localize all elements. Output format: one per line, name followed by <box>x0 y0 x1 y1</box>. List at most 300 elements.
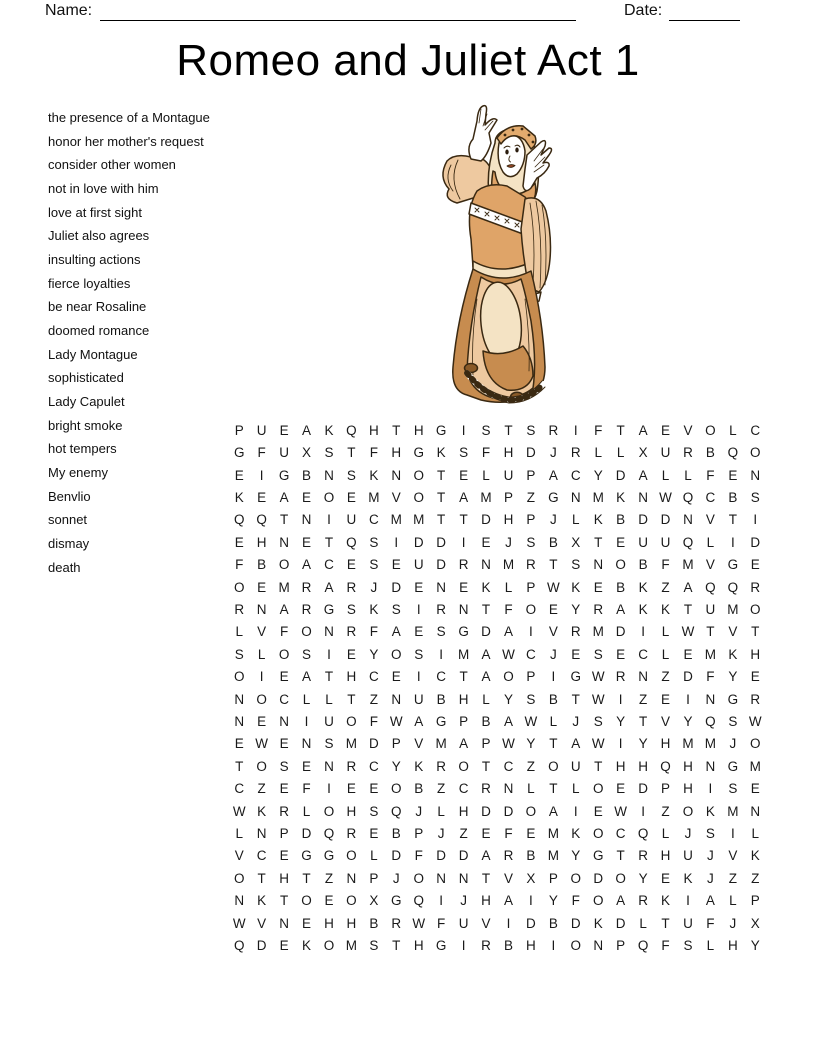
grid-letter: F <box>571 893 580 909</box>
grid-letter: R <box>458 557 469 573</box>
grid-letter: I <box>618 691 623 707</box>
grid-letter: B <box>302 467 312 483</box>
grid-letter: Y <box>638 870 648 886</box>
grid-letter: R <box>481 781 491 797</box>
grid-letter: E <box>481 826 491 842</box>
grid-letter: A <box>459 736 469 752</box>
grid-letter: Z <box>324 870 334 886</box>
grid-letter: P <box>503 489 513 505</box>
grid-letter: C <box>368 758 379 774</box>
word-list-item: hot tempers <box>48 441 117 457</box>
grid-letter: I <box>394 534 399 550</box>
grid-letter: E <box>279 669 289 685</box>
grid-letter: C <box>458 781 469 797</box>
grid-letter: S <box>369 557 379 573</box>
grid-letter: B <box>705 445 715 461</box>
grid-letter: E <box>414 579 424 595</box>
grid-letter: V <box>728 624 738 640</box>
grid-letter: O <box>278 557 290 573</box>
grid-letter: C <box>256 848 267 864</box>
word-list-item: dismay <box>48 536 90 552</box>
grid-letter: T <box>279 893 289 909</box>
grid-letter: I <box>686 893 690 909</box>
grid-letter: P <box>234 422 244 438</box>
grid-letter: N <box>436 579 447 595</box>
grid-letter: V <box>257 915 267 931</box>
grid-letter: E <box>302 489 312 505</box>
grid-letter: N <box>705 691 716 707</box>
word-list-item: doomed romance <box>48 323 150 339</box>
grid-letter: Y <box>571 601 581 617</box>
grid-letter: K <box>705 803 715 819</box>
grid-letter: S <box>346 601 356 617</box>
grid-letter: Q <box>346 534 357 550</box>
grid-letter: I <box>259 669 264 685</box>
grid-letter: Z <box>437 781 446 797</box>
grid-letter: E <box>302 915 312 931</box>
grid-letter: G <box>233 445 245 461</box>
grid-letter: K <box>593 512 603 528</box>
grid-letter: H <box>458 803 469 819</box>
grid-letter: R <box>301 579 312 595</box>
grid-letter: Q <box>705 713 716 729</box>
grid-letter: G <box>592 848 604 864</box>
grid-letter: A <box>548 467 558 483</box>
grid-letter: R <box>279 803 289 819</box>
grid-letter: H <box>660 736 671 752</box>
grid-letter: N <box>683 512 693 528</box>
grid-letter: H <box>727 938 738 954</box>
grid-letter: L <box>504 579 513 595</box>
grid-letter: Y <box>391 758 401 774</box>
grid-letter: C <box>750 422 761 438</box>
grid-letter: D <box>481 512 491 528</box>
grid-letter: T <box>616 848 625 864</box>
grid-letter: Q <box>256 512 267 528</box>
grid-letter: S <box>346 467 356 483</box>
grid-letter: O <box>346 848 357 864</box>
grid-letter: N <box>593 938 604 954</box>
grid-letter: O <box>548 758 559 774</box>
grid-letter: L <box>527 781 535 797</box>
grid-letter: W <box>659 489 672 505</box>
grid-letter: D <box>481 803 491 819</box>
grid-letter: V <box>503 870 513 886</box>
grid-letter: M <box>704 736 717 752</box>
grid-letter: S <box>324 445 334 461</box>
grid-letter: F <box>481 445 491 461</box>
grid-letter: O <box>346 713 357 729</box>
grid-letter: V <box>391 489 401 505</box>
grid-letter: D <box>660 512 671 528</box>
grid-letter: P <box>750 893 760 909</box>
grid-letter: B <box>548 534 558 550</box>
grid-letter: A <box>324 579 334 595</box>
grid-letter: N <box>638 489 648 505</box>
grid-letter: N <box>301 512 312 528</box>
word-list-item: Benvlio <box>48 488 91 504</box>
grid-letter: D <box>570 915 581 931</box>
grid-letter: E <box>391 557 401 573</box>
juliet-illustration <box>437 99 564 405</box>
grid-letter: R <box>503 848 514 864</box>
grid-letter: H <box>615 758 626 774</box>
grid-letter: P <box>459 713 469 729</box>
grid-letter: T <box>594 534 603 550</box>
grid-letter: E <box>459 579 469 595</box>
grid-letter: T <box>706 624 715 640</box>
grid-letter: I <box>641 803 645 819</box>
grid-letter: V <box>705 557 715 573</box>
grid-letter: S <box>391 601 401 617</box>
grid-letter: I <box>461 422 466 438</box>
grid-letter: N <box>458 870 469 886</box>
word-list-item: the presence of a Montague <box>48 110 210 125</box>
grid-letter: Y <box>638 736 648 752</box>
grid-letter: A <box>302 557 312 573</box>
grid-letter: F <box>706 669 715 685</box>
grid-letter: B <box>548 691 558 707</box>
grid-letter: C <box>368 669 379 685</box>
grid-letter: L <box>661 646 670 662</box>
word-list-item: be near Rosaline <box>48 299 147 315</box>
grid-letter: O <box>323 489 335 505</box>
grid-letter: E <box>750 781 760 797</box>
grid-letter: A <box>414 713 424 729</box>
grid-letter: O <box>233 669 245 685</box>
grid-letter: N <box>391 691 402 707</box>
grid-letter: A <box>279 601 289 617</box>
grid-letter: T <box>481 601 491 617</box>
grid-letter: F <box>661 557 670 573</box>
grid-letter: M <box>345 736 358 752</box>
grid-letter: X <box>571 534 581 550</box>
grid-letter: O <box>682 803 694 819</box>
grid-letter: T <box>324 534 334 550</box>
grid-letter: X <box>638 445 648 461</box>
grid-letter: C <box>279 691 289 707</box>
grid-letter: E <box>391 669 401 685</box>
grid-letter: R <box>750 691 761 707</box>
date-input-line[interactable] <box>669 3 740 21</box>
grid-letter: O <box>323 803 335 819</box>
grid-letter: K <box>257 803 267 819</box>
grid-letter: G <box>301 848 312 864</box>
grid-letter: S <box>279 758 289 774</box>
grid-letter: B <box>414 781 424 797</box>
grid-letter: O <box>503 669 514 685</box>
grid-letter: W <box>591 691 605 707</box>
grid-letter: I <box>461 938 466 954</box>
grid-letter: S <box>369 534 379 550</box>
grid-letter: T <box>594 758 603 774</box>
grid-letter: I <box>551 669 556 685</box>
grid-letter: O <box>233 579 245 595</box>
grid-letter: P <box>526 669 536 685</box>
grid-letter: F <box>437 915 446 931</box>
grid-letter: Y <box>593 467 603 483</box>
grid-letter: I <box>573 422 578 438</box>
grid-letter: N <box>570 489 581 505</box>
grid-letter: W <box>412 915 426 931</box>
grid-letter: G <box>727 758 739 774</box>
grid-letter: G <box>323 601 335 617</box>
grid-letter: Z <box>751 870 760 886</box>
grid-letter: X <box>750 915 760 931</box>
word-list-item: death <box>48 559 81 575</box>
grid-letter: F <box>661 938 670 954</box>
grid-letter: R <box>683 445 693 461</box>
grid-letter: K <box>661 893 671 909</box>
grid-letter: B <box>616 579 626 595</box>
grid-letter: Q <box>233 938 245 954</box>
grid-letter: Y <box>750 938 760 954</box>
grid-letter: K <box>369 467 379 483</box>
grid-letter: L <box>302 691 311 707</box>
grid-letter: H <box>503 445 514 461</box>
grid-letter: H <box>413 422 424 438</box>
grid-letter: S <box>234 646 244 662</box>
grid-letter: S <box>369 938 379 954</box>
grid-letter: E <box>459 467 469 483</box>
grid-letter: L <box>661 826 670 842</box>
grid-letter: T <box>549 557 558 573</box>
grid-letter: H <box>368 422 379 438</box>
grid-letter: T <box>347 691 356 707</box>
grid-letter: L <box>302 803 311 819</box>
grid-letter: H <box>458 691 469 707</box>
grid-letter: S <box>571 557 581 573</box>
grid-letter: T <box>549 736 558 752</box>
grid-letter: S <box>302 646 312 662</box>
grid-letter: O <box>278 646 290 662</box>
grid-letter: T <box>392 938 401 954</box>
grid-letter: D <box>638 512 648 528</box>
grid-letter: D <box>615 624 626 640</box>
grid-letter: D <box>391 848 402 864</box>
grid-letter: E <box>661 422 671 438</box>
grid-letter: U <box>683 848 693 864</box>
grid-letter: N <box>301 736 312 752</box>
grid-letter: B <box>728 489 738 505</box>
grid-letter: N <box>436 870 447 886</box>
grid-letter: K <box>638 579 648 595</box>
grid-letter: E <box>616 534 626 550</box>
grid-letter: B <box>436 691 446 707</box>
grid-letter: I <box>304 713 309 729</box>
grid-letter: T <box>459 512 468 528</box>
grid-letter: E <box>234 736 244 752</box>
grid-letter: N <box>234 713 245 729</box>
grid-letter: S <box>436 624 446 640</box>
grid-letter: W <box>232 915 246 931</box>
grid-letter: Q <box>346 422 357 438</box>
grid-letter: M <box>749 758 761 774</box>
grid-letter: A <box>638 467 648 483</box>
grid-letter: S <box>750 489 760 505</box>
grid-letter: E <box>346 489 356 505</box>
grid-letter: I <box>730 534 735 550</box>
grid-letter: O <box>615 557 626 573</box>
grid-letter: E <box>728 467 738 483</box>
grid-letter: R <box>548 422 559 438</box>
grid-letter: E <box>324 893 334 909</box>
grid-letter: P <box>414 826 424 842</box>
grid-letter: N <box>256 826 267 842</box>
word-search-grid <box>228 419 767 957</box>
grid-letter: A <box>459 489 469 505</box>
grid-letter: P <box>526 579 536 595</box>
grid-letter: N <box>503 781 514 797</box>
grid-letter: F <box>369 713 378 729</box>
grid-letter: Z <box>638 691 648 707</box>
grid-letter: E <box>571 646 581 662</box>
word-list-item: sophisticated <box>48 370 124 386</box>
grid-letter: H <box>683 758 693 774</box>
grid-letter: U <box>638 534 648 550</box>
grid-letter: C <box>503 758 514 774</box>
grid-letter: C <box>368 512 379 528</box>
grid-letter: D <box>503 803 514 819</box>
name-input-line[interactable] <box>100 3 576 21</box>
grid-letter: L <box>572 781 580 797</box>
grid-letter: L <box>751 826 760 842</box>
grid-letter: K <box>571 579 581 595</box>
grid-letter: B <box>616 512 626 528</box>
grid-letter: K <box>257 893 267 909</box>
grid-letter: L <box>370 848 378 864</box>
grid-letter: Y <box>503 691 513 707</box>
grid-letter: W <box>614 803 628 819</box>
grid-letter: R <box>593 601 604 617</box>
grid-letter: B <box>548 915 558 931</box>
grid-letter: N <box>481 557 491 573</box>
grid-letter: S <box>414 646 424 662</box>
grid-letter: H <box>638 758 648 774</box>
grid-letter: N <box>750 803 761 819</box>
date-label: Date: <box>624 2 663 19</box>
grid-letter: U <box>324 713 334 729</box>
grid-letter: N <box>279 713 289 729</box>
grid-letter: F <box>414 848 423 864</box>
name-label: Name: <box>45 2 93 19</box>
grid-letter: S <box>683 938 693 954</box>
grid-letter: H <box>683 781 693 797</box>
grid-letter: R <box>234 601 245 617</box>
grid-letter: N <box>705 758 716 774</box>
grid-letter: I <box>327 781 331 797</box>
grid-letter: N <box>279 915 289 931</box>
grid-letter: T <box>751 624 760 640</box>
grid-letter: O <box>233 870 245 886</box>
grid-letter: D <box>413 534 424 550</box>
grid-letter: J <box>572 713 580 729</box>
grid-letter: M <box>502 557 515 573</box>
grid-letter: G <box>391 893 402 909</box>
grid-letter: O <box>750 736 761 752</box>
grid-letter: L <box>661 467 670 483</box>
grid-letter: U <box>660 534 671 550</box>
grid-letter: F <box>706 467 715 483</box>
grid-letter: Q <box>637 938 649 954</box>
grid-letter: O <box>570 870 582 886</box>
grid-letter: T <box>392 422 401 438</box>
grid-letter: M <box>682 557 694 573</box>
word-list-item: not in love with him <box>48 181 159 197</box>
grid-letter: S <box>728 781 738 797</box>
grid-letter: V <box>548 624 558 640</box>
grid-letter: Z <box>661 669 670 685</box>
grid-letter: O <box>413 489 424 505</box>
grid-letter: K <box>302 938 312 954</box>
word-list-item: bright smoke <box>48 417 123 433</box>
grid-letter: Q <box>682 534 694 550</box>
word-list <box>48 106 210 579</box>
grid-letter: M <box>682 736 694 752</box>
grid-letter: N <box>750 467 761 483</box>
grid-letter: M <box>547 826 559 842</box>
grid-letter: D <box>481 624 491 640</box>
grid-letter: A <box>571 736 581 752</box>
grid-letter: T <box>638 713 648 729</box>
grid-letter: P <box>616 938 626 954</box>
grid-letter: U <box>705 601 716 617</box>
grid-letter: S <box>526 534 536 550</box>
grid-letter: O <box>592 781 604 797</box>
grid-letter: R <box>436 758 447 774</box>
grid-letter: K <box>436 445 446 461</box>
grid-letter: D <box>683 669 693 685</box>
grid-letter: C <box>234 781 245 797</box>
grid-letter: C <box>570 467 581 483</box>
grid-letter: C <box>324 557 334 573</box>
grid-letter: Q <box>323 826 335 842</box>
grid-letter: E <box>616 781 626 797</box>
grid-letter: D <box>750 534 761 550</box>
grid-letter: V <box>661 713 671 729</box>
grid-letter: C <box>638 646 648 662</box>
grid-letter: U <box>683 915 693 931</box>
grid-letter: Z <box>369 691 378 707</box>
page-title: Romeo and Juliet Act 1 <box>176 36 640 85</box>
grid-letter: M <box>435 736 447 752</box>
grid-letter: E <box>346 557 356 573</box>
grid-letter: I <box>439 646 444 662</box>
grid-letter: W <box>681 624 695 640</box>
grid-letter: R <box>638 848 648 864</box>
grid-letter: L <box>661 624 670 640</box>
grid-letter: N <box>391 467 402 483</box>
grid-letter: N <box>234 691 245 707</box>
grid-letter: T <box>661 915 670 931</box>
grid-letter: G <box>570 669 582 685</box>
grid-letter: I <box>529 624 533 640</box>
grid-letter: O <box>458 758 469 774</box>
grid-letter: L <box>729 422 737 438</box>
grid-letter: E <box>750 557 760 573</box>
grid-letter: H <box>346 669 357 685</box>
grid-letter: M <box>345 938 358 954</box>
grid-letter: G <box>727 557 739 573</box>
grid-letter: D <box>436 534 447 550</box>
grid-letter: M <box>704 646 717 662</box>
grid-letter: Y <box>616 713 626 729</box>
grid-letter: H <box>481 893 491 909</box>
grid-letter: C <box>526 646 536 662</box>
grid-letter: M <box>368 489 380 505</box>
grid-letter: E <box>279 422 289 438</box>
grid-letter: E <box>616 646 626 662</box>
